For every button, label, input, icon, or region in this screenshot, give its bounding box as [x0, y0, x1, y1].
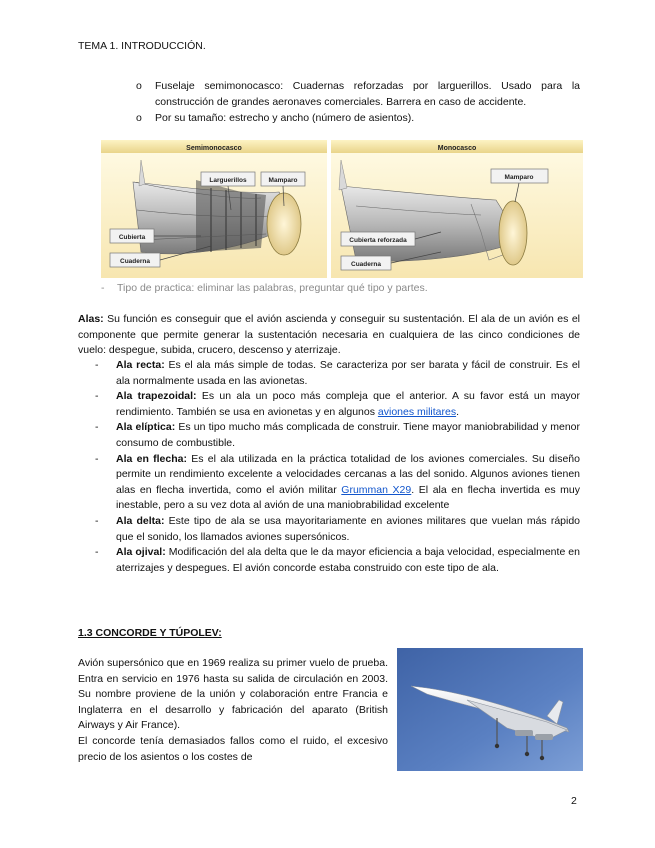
list-item: [95, 514, 580, 545]
concorde-photo: [397, 648, 583, 771]
wing-type-text-after: . El ala en flecha invertida es muy inestable, pero a su vez dota al avión de una maniobrabilidad excelente: [116, 483, 580, 512]
wing-type-text: Es un ala un poco más compleja que el anterior. A su favor está un mayor rendimiento. También se usa en avionetas y en algunos: [116, 390, 581, 418]
page-header: TEMA 1. INTRODUCCIÓN.: [78, 40, 206, 52]
wing-type-text: Es el ala más simple de todas. Se caracteriza por ser barata y fácil de construir. Es el ala normalmente usada en las avionetas.: [116, 359, 580, 387]
fuselage-diagram: [101, 140, 583, 278]
label-mamparo-right: Mamparo: [504, 174, 534, 181]
wing-type-term: Ala elíptica:: [116, 421, 176, 434]
alas-paragraph: [78, 312, 580, 359]
list-item-text: Fuselaje semimonocasco: Cuadernas reforzadas por larguerillos. Usado para la construcción de grandes aeronaves comerciales. Barrera en caso de accidente.: [155, 80, 580, 108]
list-item: [136, 110, 580, 126]
wing-type-term: Ala recta:: [116, 359, 165, 371]
wing-type-text-after: .: [456, 405, 460, 418]
caption-dash: -: [101, 282, 105, 294]
dash-bullet: -: [95, 514, 99, 527]
dash-bullet: -: [95, 421, 99, 434]
right-panel-title: Monocasco: [437, 145, 477, 152]
wing-type-term: Ala delta:: [116, 514, 165, 527]
dash-bullet: -: [95, 359, 99, 371]
wing-type-text: Es un tipo mucho más complicada de construir. Tiene mayor maniobrabilidad y menor consumo de combustible.: [116, 421, 580, 449]
link-aviones-militares[interactable]: aviones militares: [377, 405, 457, 418]
label-larguerillos: Larguerillos: [209, 177, 247, 184]
concorde-paragraph-2: El concorde tenía demasiados fallos como el ruido, el excesivo precio de los asientos o los costes de: [78, 734, 388, 763]
wing-type-text: Este tipo de ala se usa mayoritariamente en aviones militares que vuelan más rápido que el sonido, los llamados aviones supersónicos.: [116, 514, 581, 543]
dash-bullet: -: [95, 390, 99, 403]
wing-types-list: [95, 358, 580, 576]
wing-type-text: Es el ala utilizada en la práctica totalidad de los aviones comerciales. Su diseño permite un rendimiento excelente a velocidades cercanas a las del sonido. Algunos aviones tienen alas en flecha invertida, como el avión militar: [116, 452, 580, 496]
link-grumman-x29[interactable]: Grumman X29: [341, 483, 412, 496]
page-number: 2: [571, 795, 577, 807]
circle-bullet: o: [136, 80, 142, 92]
alas-text: Su función es conseguir que el avión ascienda y conseguir su sustentación. El ala de un avión es el componente que permite generar la sustentación necesaria en cualquiera de las cinco condiciones de vuelo: despegue, subida, crucero, descenso y aterrizaje.: [78, 313, 580, 357]
caption-text: Tipo de practica: eliminar las palabras, preguntar qué tipo y partes.: [117, 282, 428, 294]
label-mamparo-left: Mamparo: [268, 177, 298, 184]
wing-type-term: Ala en flecha:: [116, 452, 187, 465]
figure-caption: [101, 282, 428, 294]
section-heading: 1.3 CONCORDE Y TÚPOLEV:: [78, 627, 222, 639]
list-item: [136, 78, 580, 110]
list-item: [95, 545, 580, 576]
fuselage-sublist: [136, 78, 580, 126]
concorde-text: [78, 656, 388, 765]
label-cubierta: Cubierta: [118, 234, 146, 241]
list-item: [95, 389, 580, 420]
dash-bullet: -: [95, 452, 99, 465]
list-item: [95, 420, 580, 451]
label-cubierta-reforzada: Cubierta reforzada: [349, 237, 407, 244]
circle-bullet: o: [136, 112, 142, 124]
wing-type-term: Ala trapezoidal:: [116, 390, 197, 403]
alas-label: Alas:: [78, 313, 104, 325]
concorde-paragraph-1: Avión supersónico que en 1969 realiza su primer vuelo de prueba. Entra en servicio en 1976 hasta su salida de circulación en 2003. Su nombre proviene de la unión y colaboración entre Francia e Inglaterra en el desarrollo y fabricación del aparato (British Airways y Air France).: [78, 657, 388, 732]
list-item: [95, 358, 580, 389]
wing-type-term: Ala ojival:: [116, 546, 166, 559]
label-cuaderna-right: Cuaderna: [351, 261, 381, 268]
list-item-text: Por su tamaño: estrecho y ancho (número de asientos).: [155, 112, 415, 124]
wing-type-text: Modificación del ala delta que le da mayor eficiencia a baja velocidad, especialmente en aterrizajes y despegues. El avión concorde estaba construido con este tipo de ala.: [116, 546, 580, 574]
list-item: [95, 452, 580, 514]
label-cuaderna-left: Cuaderna: [120, 258, 150, 265]
dash-bullet: -: [95, 546, 99, 559]
left-panel-title: Semimonocasco: [186, 145, 242, 152]
